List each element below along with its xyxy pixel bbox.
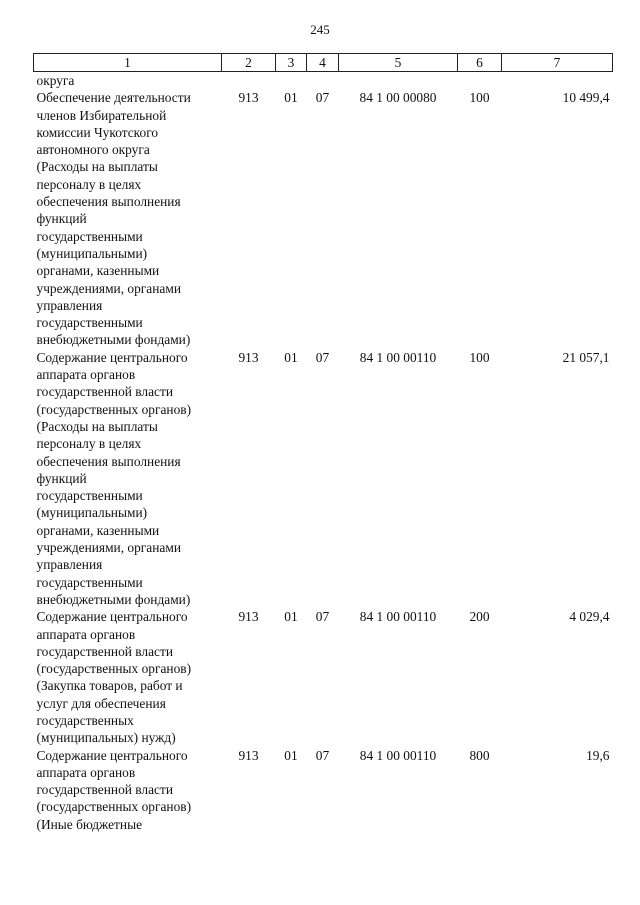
- table-header: [34, 54, 613, 72]
- description-line: персоналу в целях: [36, 436, 142, 452]
- description-line: (муниципальными): [36, 505, 148, 521]
- description-line: государственными: [36, 488, 143, 504]
- cell-pr: [307, 72, 339, 90]
- budget-table: [33, 53, 613, 833]
- description-line: Содержание центрального: [36, 349, 188, 365]
- cell-vr: [458, 72, 502, 90]
- header-col-3: 3: [276, 54, 307, 72]
- description-line: аппарата органов: [36, 367, 136, 383]
- description-line: (государственных органов): [36, 661, 192, 677]
- description-line: учреждениями, органами: [36, 540, 181, 556]
- description-line: Содержание центрального: [36, 609, 188, 625]
- description-line: (муниципальных) нужд): [36, 730, 176, 746]
- description-line: (муниципальными): [36, 245, 148, 261]
- page-number: 245: [310, 22, 330, 37]
- description-line: аппарата органов: [36, 764, 136, 780]
- description-line: внебюджетными фондами): [36, 591, 191, 607]
- table-body: [34, 72, 613, 834]
- header-col-6: 6: [458, 54, 502, 72]
- description-line: обеспечения выполнения: [36, 453, 181, 469]
- cell-amount: 10 499,4: [562, 90, 610, 106]
- description-line: управления: [36, 557, 103, 573]
- cell-description: [34, 747, 222, 833]
- description-line: органами, казенными: [36, 522, 160, 538]
- description-line: услуг для обеспечения: [36, 695, 166, 711]
- description-line: (государственных органов): [36, 799, 192, 815]
- cell-amount: 21 057,1: [562, 349, 610, 365]
- description-line: (Расходы на выплаты: [36, 159, 158, 175]
- description-line: комиссии Чукотского: [36, 124, 159, 140]
- description-line: обеспечения выполнения: [36, 194, 181, 210]
- cell-vr: 200: [469, 609, 490, 625]
- cell-rz: 01: [284, 349, 298, 365]
- header-col-2: 2: [222, 54, 276, 72]
- description-line: членов Избирательной: [36, 107, 167, 123]
- description-line: функций: [36, 211, 87, 227]
- description-line: (Закупка товаров, работ и: [36, 678, 183, 694]
- description-line: (Иные бюджетные: [36, 816, 143, 832]
- table-row: [34, 349, 613, 608]
- cell-csr: [339, 72, 458, 90]
- description-line: государственными: [36, 228, 143, 244]
- description-line: Обеспечение деятельности: [36, 90, 191, 106]
- cell-pr: 07: [315, 747, 330, 763]
- description-line: управления: [36, 297, 103, 313]
- cell-rz: 01: [284, 747, 298, 763]
- description-line: округа: [36, 73, 75, 88]
- cell-amount: 19,6: [586, 747, 610, 763]
- cell-csr: 84 1 00 00110: [359, 747, 437, 763]
- table-row: [34, 72, 613, 90]
- cell-pr: 07: [315, 609, 330, 625]
- cell-gr: 913: [238, 609, 259, 625]
- description-line: учреждениями, органами: [36, 280, 181, 296]
- cell-rz: 01: [284, 90, 298, 106]
- cell-rz: [276, 72, 307, 90]
- description-line: государственных: [36, 712, 134, 728]
- description-line: государственными: [36, 574, 143, 590]
- cell-csr: 84 1 00 00110: [359, 349, 437, 365]
- table-row: [34, 747, 613, 833]
- cell-gr: 913: [238, 747, 259, 763]
- description-line: персоналу в целях: [36, 176, 142, 192]
- description-line: государственной власти: [36, 782, 174, 798]
- description-line: государственной власти: [36, 384, 174, 400]
- description-line: внебюджетными фондами): [36, 332, 191, 348]
- header-col-4: 4: [307, 54, 339, 72]
- description-line: аппарата органов: [36, 626, 136, 642]
- table-row: [34, 608, 613, 746]
- header-col-7: 7: [502, 54, 613, 72]
- cell-gr: 913: [238, 349, 259, 365]
- cell-description: [34, 349, 222, 608]
- description-line: Содержание центрального: [36, 747, 188, 763]
- cell-pr: 07: [315, 349, 330, 365]
- cell-amount: 4 029,4: [569, 609, 610, 625]
- table-row: [34, 89, 613, 348]
- header-col-5: 5: [339, 54, 458, 72]
- header-col-1: 1: [34, 54, 222, 72]
- description-line: (государственных органов): [36, 401, 192, 417]
- cell-vr: 100: [469, 90, 490, 106]
- cell-vr: 100: [469, 349, 490, 365]
- description-line: органами, казенными: [36, 263, 160, 279]
- cell-description: [34, 89, 222, 348]
- cell-amount: [502, 72, 613, 90]
- description-line: государственными: [36, 315, 143, 331]
- cell-description: [34, 72, 222, 90]
- cell-csr: 84 1 00 00080: [359, 90, 437, 106]
- cell-gr: 913: [238, 90, 259, 106]
- cell-pr: 07: [315, 90, 330, 106]
- cell-csr: 84 1 00 00110: [359, 609, 437, 625]
- description-line: функций: [36, 470, 87, 486]
- cell-rz: 01: [284, 609, 298, 625]
- description-line: (Расходы на выплаты: [36, 418, 158, 434]
- description-line: государственной власти: [36, 643, 174, 659]
- description-line: автономного округа: [36, 142, 150, 158]
- cell-description: [34, 608, 222, 746]
- cell-gr: [222, 72, 276, 90]
- cell-vr: 800: [469, 747, 490, 763]
